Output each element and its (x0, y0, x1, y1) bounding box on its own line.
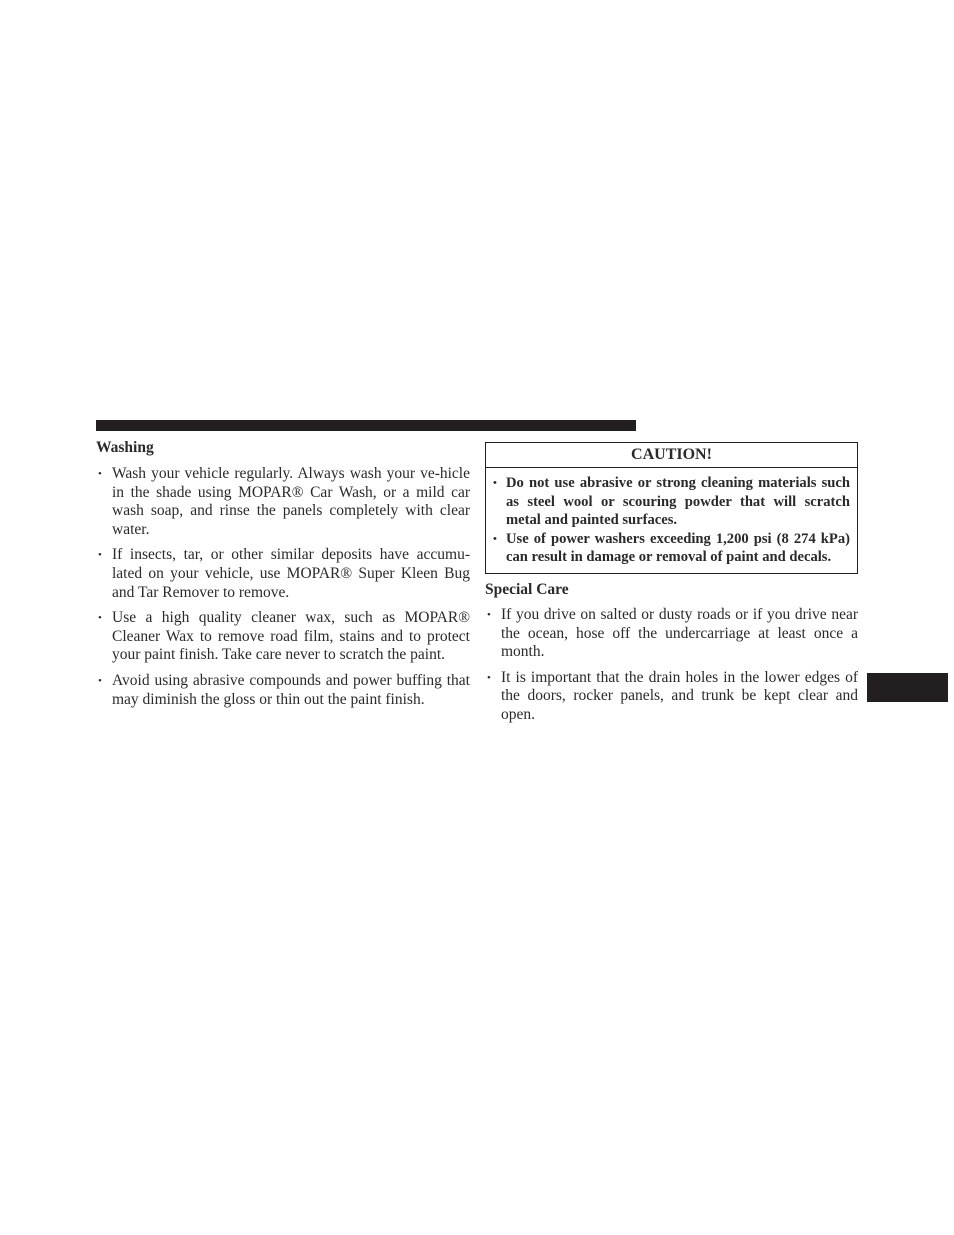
bullet-icon: • (487, 671, 491, 684)
list-item-text: Use a high quality cleaner wax, such as MOPAR® Cleaner Wax to remove road film, stains and to protect your paint finish. Take care never to scratch the paint. (112, 609, 470, 664)
bullet-icon: • (98, 468, 102, 480)
bullet-icon: • (493, 477, 497, 489)
bullet-icon: • (493, 532, 497, 545)
list-item-text: Wash your vehicle regularly. Always wash your ve-hicle in the shade using MOPAR® Car Wash, or a mild car wash soap, and rinse the panels completely with clear water. (112, 465, 470, 538)
list-item (96, 609, 470, 665)
chapter-thumb-tab (867, 673, 948, 702)
list-item (493, 474, 850, 530)
washing-heading: Washing (96, 439, 154, 456)
list-item (493, 530, 850, 567)
list-item (96, 465, 470, 539)
list-item (485, 669, 858, 725)
right-column (485, 442, 858, 732)
washing-section (96, 438, 470, 716)
caution-title: CAUTION! (486, 443, 857, 468)
list-item (96, 546, 470, 602)
list-item-text: If insects, tar, or other similar deposits have accumu-lated on your vehicle, use MOPAR® Super Kleen Bug and Tar Remover to remove. (112, 546, 470, 601)
caution-box (485, 442, 858, 574)
list-item-text: Avoid using abrasive compounds and power buffing that may diminish the gloss or thin out the paint finish. (112, 671, 470, 708)
caution-list (493, 474, 850, 567)
washing-list (96, 465, 470, 709)
list-item (485, 606, 858, 662)
list-item-text: If you drive on salted or dusty roads or if you drive near the ocean, hose off the undercarriage at least once a month. (501, 605, 858, 661)
list-item-text: It is important that the drain holes in the lower edges of the doors, rocker panels, and trunk be kept clear and open. (501, 668, 858, 723)
bullet-icon: • (98, 674, 102, 687)
section-top-rule (96, 420, 636, 431)
list-item-text: Use of power washers exceeding 1,200 psi (8 274 kPa) can result in damage or removal of paint and decals. (506, 530, 850, 566)
special-care-heading: Special Care (485, 580, 569, 598)
caution-body (486, 468, 857, 573)
list-item-text: Do not use abrasive or strong cleaning materials such as steel wool or scouring powder that will scratch metal and painted surfaces. (506, 475, 850, 529)
bullet-icon: • (487, 608, 491, 621)
bullet-icon: • (98, 612, 102, 625)
list-item (96, 672, 470, 709)
special-care-list (485, 606, 858, 725)
bullet-icon: • (98, 549, 102, 562)
